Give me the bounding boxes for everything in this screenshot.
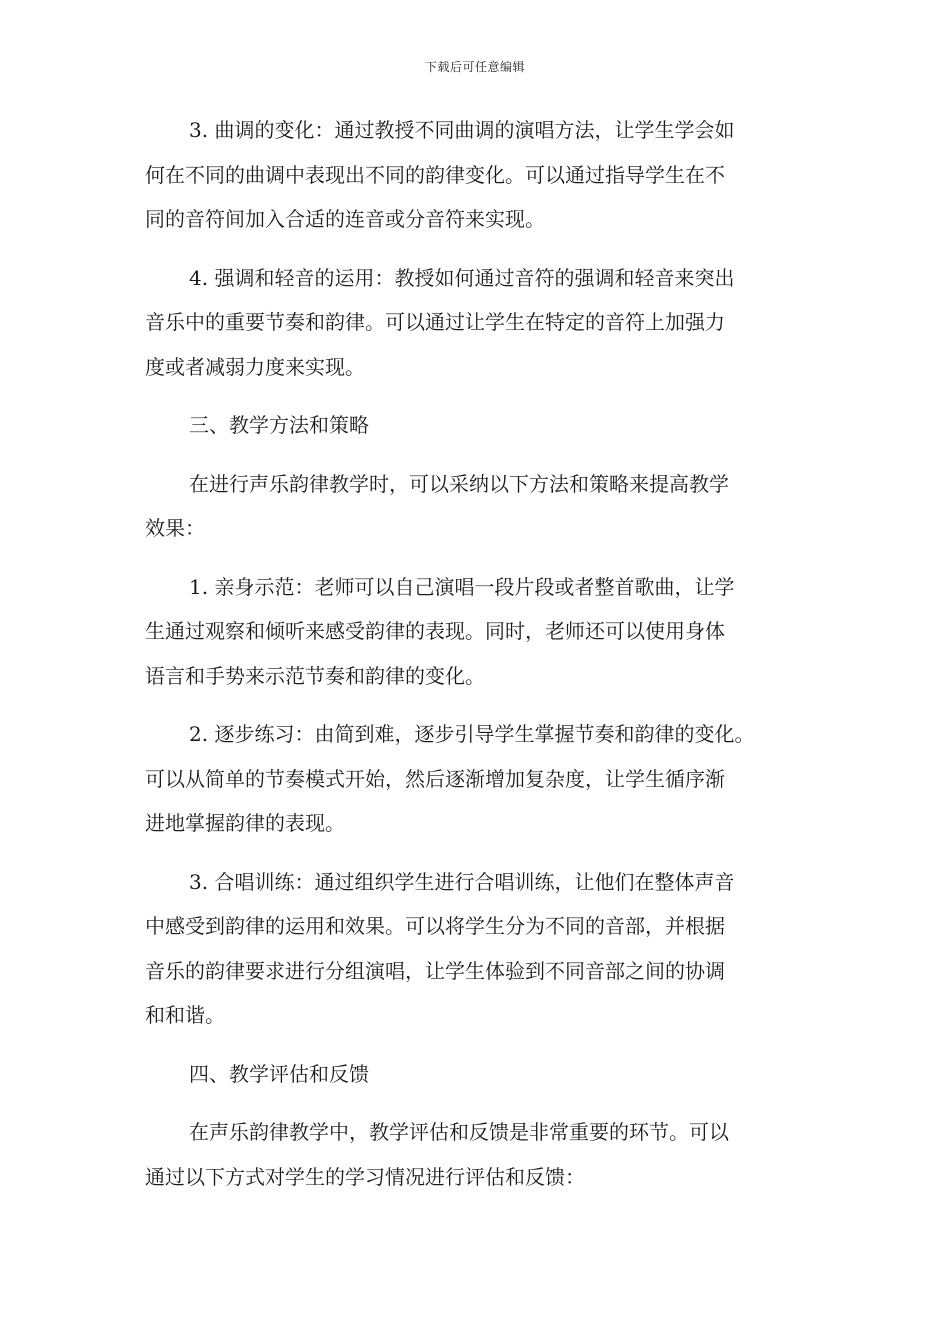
paragraph-line: 进地掌握韵律的表现。: [145, 811, 345, 835]
paragraph-line: 在声乐韵律教学中，教学评估和反馈是非常重要的环节。可以: [189, 1120, 729, 1144]
paragraph-line: 4. 强调和轻音的运用：教授如何通过音符的强调和轻音来突出: [189, 265, 735, 290]
section-heading-evaluation: 四、教学评估和反馈: [189, 1061, 369, 1086]
paragraph-melody-change: [145, 108, 810, 242]
paragraph-line: 1. 亲身示范：老师可以自己演唱一段片段或者整首歌曲，让学: [189, 574, 735, 599]
paragraph-line: 3. 曲调的变化：通过教授不同曲调的演唱方法，让学生学会如: [189, 118, 735, 142]
paragraph-line: 可以从简单的节奏模式开始，然后逐渐增加复杂度，让学生循序渐: [145, 766, 725, 791]
page-header: 下载后可任意编辑: [424, 60, 525, 74]
paragraph-demonstration: [145, 565, 810, 699]
paragraph-line: 2. 逐步练习：由简到难，逐步引导学生掌握节奏和韵律的变化。: [189, 722, 755, 746]
paragraph-line: 同的音符间加入合适的连音或分音符来实现。: [145, 207, 545, 231]
paragraph-accent-usage: [145, 256, 810, 390]
paragraph-methods-intro: [145, 462, 810, 551]
paragraph-line: 语言和手势来示范节奏和韵律的变化。: [145, 663, 485, 688]
paragraph-line: 3. 合唱训练：通过组织学生进行合唱训练，让他们在整体声音: [189, 869, 735, 894]
paragraph-line: 通过以下方式对学生的学习情况进行评估和反馈：: [145, 1164, 585, 1189]
paragraph-line: 何在不同的曲调中表现出不同的韵律变化。可以通过指导学生在不: [145, 162, 725, 187]
paragraph-line: 度或者减弱力度来实现。: [145, 354, 365, 379]
paragraph-line: 中感受到韵律的运用和效果。可以将学生分为不同的音部，并根据: [145, 914, 725, 938]
paragraph-gradual-practice: [145, 712, 810, 846]
document-body: [145, 108, 810, 1213]
paragraph-line: 效果：: [145, 516, 205, 540]
paragraph-choir-training: [145, 860, 810, 1038]
paragraph-line: 和和谐。: [145, 1003, 225, 1027]
paragraph-line: 生通过观察和倾听来感受韵律的表现。同时，老师还可以使用身体: [145, 619, 725, 643]
paragraph-line: 音乐的韵律要求进行分组演唱，让学生体验到不同音部之间的协调: [145, 958, 725, 983]
paragraph-line: 音乐中的重要节奏和韵律。可以通过让学生在特定的音符上加强力: [145, 310, 725, 334]
paragraph-line: 在进行声乐韵律教学时，可以采纳以下方法和策略来提高教学: [189, 471, 729, 496]
paragraph-evaluation-intro: [145, 1110, 810, 1199]
section-heading-methods: 三、教学方法和策略: [189, 413, 369, 437]
